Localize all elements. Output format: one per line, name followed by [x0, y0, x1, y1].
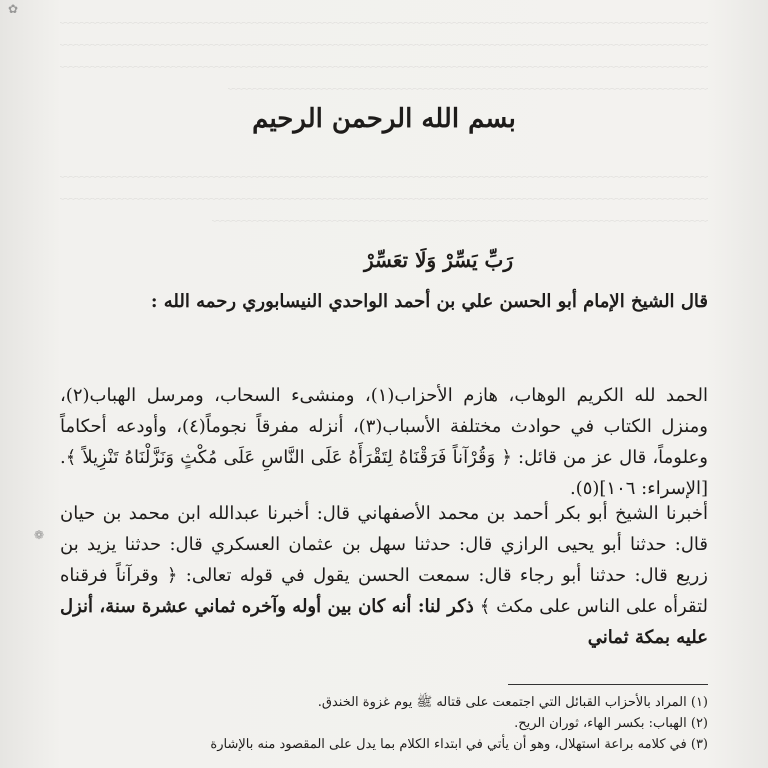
- footnote-3: (٣) في كلامه براعة استهلال، وهو أن يأتي في ابتداء الكلام بما يدل على المقصود منه بالإشارة: [210, 737, 708, 752]
- corner-mark-icon: ✿: [8, 2, 19, 16]
- footnote-1: (١) المراد بالأحزاب القبائل التي اجتمعت على قتاله ﷺ يوم غزوة الخندق.: [317, 695, 708, 710]
- bleed-through-top: ﹏﹏﹏﹏﹏﹏﹏﹏﹏﹏﹏﹏﹏﹏﹏﹏﹏﹏﹏﹏﹏﹏﹏﹏﹏﹏﹏﹏﹏﹏﹏﹏﹏﹏﹏﹏﹏﹏﹏﹏ ﹏﹏﹏﹏﹏﹏﹏﹏﹏﹏﹏﹏﹏﹏﹏﹏﹏﹏﹏﹏﹏﹏﹏﹏﹏﹏﹏﹏﹏﹏﹏﹏﹏﹏﹏﹏﹏﹏﹏﹏ ﹏﹏﹏﹏﹏﹏﹏﹏﹏﹏﹏﹏﹏﹏﹏﹏﹏﹏﹏﹏﹏﹏﹏﹏﹏﹏﹏﹏﹏﹏﹏﹏﹏﹏﹏﹏﹏﹏﹏﹏ ﹏﹏﹏﹏﹏﹏﹏﹏﹏﹏﹏﹏﹏﹏﹏﹏﹏﹏﹏﹏﹏﹏﹏﹏﹏﹏﹏﹏﹏﹏: [60, 7, 708, 92]
- isnad-paragraph: [60, 498, 708, 653]
- intro-paragraph: قال الشيخ الإمام أبو الحسن علي بن أحمد الواحدي النيسابوري رحمه الله :: [150, 291, 708, 312]
- footnote-divider: [508, 684, 708, 685]
- basmala-heading: بسم الله الرحمن الرحيم: [252, 104, 516, 134]
- footnotes: [60, 692, 708, 755]
- margin-mark-icon: ❁: [34, 528, 45, 542]
- praise-paragraph: الحمد لله الكريم الوهاب، هازم الأحزاب(١)، ومنشىء السحاب، ومرسل الهباب(٢)، ومنزل الكتاب في حوادث مختلفة الأسباب(٣)، أنزله مفرقاً نجوماً(٤)، وأودعه أحكاماً وعلوماً، قال عز من قائل: ﴿ وَقُرْآناً فَرَقْنَاهُ لِتَقْرَأَهُ عَلَى النَّاسِ عَلَى مُكْثٍ وَنَزَّلْنَاهُ تَنْزِيلاً ﴾. [الإسراء: ١٠٦](٥).: [60, 385, 709, 499]
- isnad-last-line: ذكر لنا: أنه كان بين أوله وآخره ثماني عشرة سنة، أنزل عليه بمكة ثماني: [60, 596, 708, 648]
- footnote-2: (٢) الهباب: بكسر الهاء، ثوران الريح.: [514, 716, 708, 731]
- isnad-text: أخبرنا الشيخ أبو بكر أحمد بن محمد الأصفهاني قال: أخبرنا عبدالله ابن محمد بن حيان قال: حدثنا أبو يحيى الرازي قال: حدثنا سهل بن عثمان العسكري قال: حدثنا يزيد بن زريع قال: حدثنا أبو رجاء قال: سمعت الحسن يقول في قوله تعالى: ﴿ وقرآناً فرقناه لتقرأه على الناس على مكث ﴾: [60, 503, 708, 617]
- bleed-through-middle: ﹏﹏﹏﹏﹏﹏﹏﹏﹏﹏﹏﹏﹏﹏﹏﹏﹏﹏﹏﹏﹏﹏﹏﹏﹏﹏﹏﹏﹏﹏﹏﹏﹏﹏﹏﹏﹏﹏﹏﹏ ﹏﹏﹏﹏﹏﹏﹏﹏﹏﹏﹏﹏﹏﹏﹏﹏﹏﹏﹏﹏﹏﹏﹏﹏﹏﹏﹏﹏﹏﹏﹏﹏﹏﹏﹏﹏﹏﹏﹏﹏ ﹏﹏﹏﹏﹏﹏﹏﹏﹏﹏﹏﹏﹏﹏﹏﹏﹏﹏﹏﹏﹏﹏﹏﹏﹏﹏﹏﹏﹏﹏﹏: [60, 161, 708, 224]
- invocation-line: رَبِّ يَسِّرْ وَلَا تعَسِّرْ: [364, 248, 513, 272]
